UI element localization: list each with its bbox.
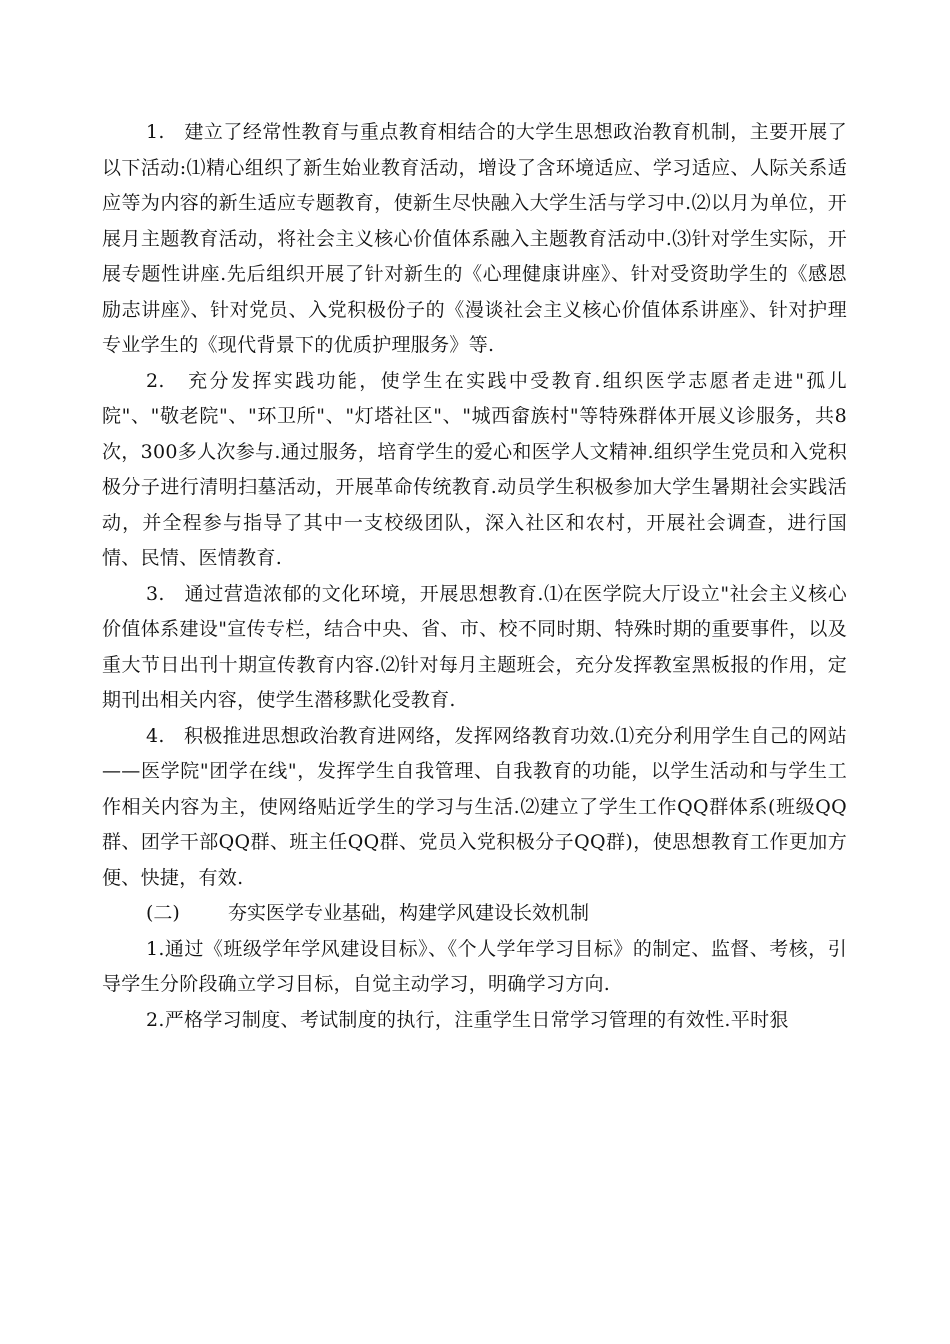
document-body: [102, 115, 847, 1038]
paragraph-2: 2. 充分发挥实践功能，使学生在实践中受教育.组织医学志愿者走进"孤儿院"、"敬老院"、"环卫所"、"灯塔社区"、"城西畲族村"等特殊群体开展义诊服务，共8次，300多人次参与.通过服务，培育学生的爱心和医学人文精神.组织学生党员和入党积极分子进行清明扫墓活动，开展革命传统教育.动员学生积极参加大学生暑期社会实践活动，并全程参与指导了其中一支校级团队，深入社区和农村，开展社会调查，进行国情、民情、医情教育.: [102, 369, 847, 569]
section-title: 夯实医学专业基础，构建学风建设长效机制: [228, 902, 590, 924]
section-number: (二): [146, 902, 180, 924]
paragraph-4: 4. 积极推进思想政治教育进网络，发挥网络教育功效.⑴充分利用学生自己的网站——医学院"团学在线"，发挥学生自我管理、自我教育的功能，以学生活动和与学生工作相关内容为主，使网络贴近学生的学习与生活.⑵建立了学生工作QQ群体系(班级QQ群、团学干部QQ群、班主任QQ群、党员入党积极分子QQ群)，使思想教育工作更加方便、快捷，有效.: [102, 724, 847, 889]
section-paragraph-1: 1.通过《班级学年学风建设目标》、《个人学年学习目标》的制定、监督、考核，引导学生分阶段确立学习目标，自觉主动学习，明确学习方向.: [102, 937, 847, 995]
paragraph-3: 3. 通过营造浓郁的文化环境，开展思想教育.⑴在医学院大厅设立"社会主义核心价值体系建设"宣传专栏，结合中央、省、市、校不同时期、特殊时期的重要事件，以及重大节日出刊十期宣传教育内容.⑵针对每月主题班会，充分发挥教室黑板报的作用，定期刊出相关内容，使学生潜移默化受教育.: [102, 582, 847, 711]
section-paragraph-2: 2.严格学习制度、考试制度的执行，注重学生日常学习管理的有效性.平时狠: [146, 1008, 789, 1031]
section-heading: [102, 896, 847, 932]
paragraph-1: 1. 建立了经常性教育与重点教育相结合的大学生思想政治教育机制，主要开展了以下活动:⑴精心组织了新生始业教育活动，增设了含环境适应、学习适应、人际关系适应等为内容的新生适应专题教育，使新生尽快融入大学生活与学习中.⑵以月为单位，开展月主题教育活动，将社会主义核心价值体系融入主题教育活动中.⑶针对学生实际，开展专题性讲座.先后组织开展了针对新生的《心理健康讲座》、针对受资助学生的《感恩励志讲座》、针对党员、入党积极份子的《漫谈社会主义核心价值体系讲座》、针对护理专业学生的《现代背景下的优质护理服务》等.: [102, 121, 847, 356]
